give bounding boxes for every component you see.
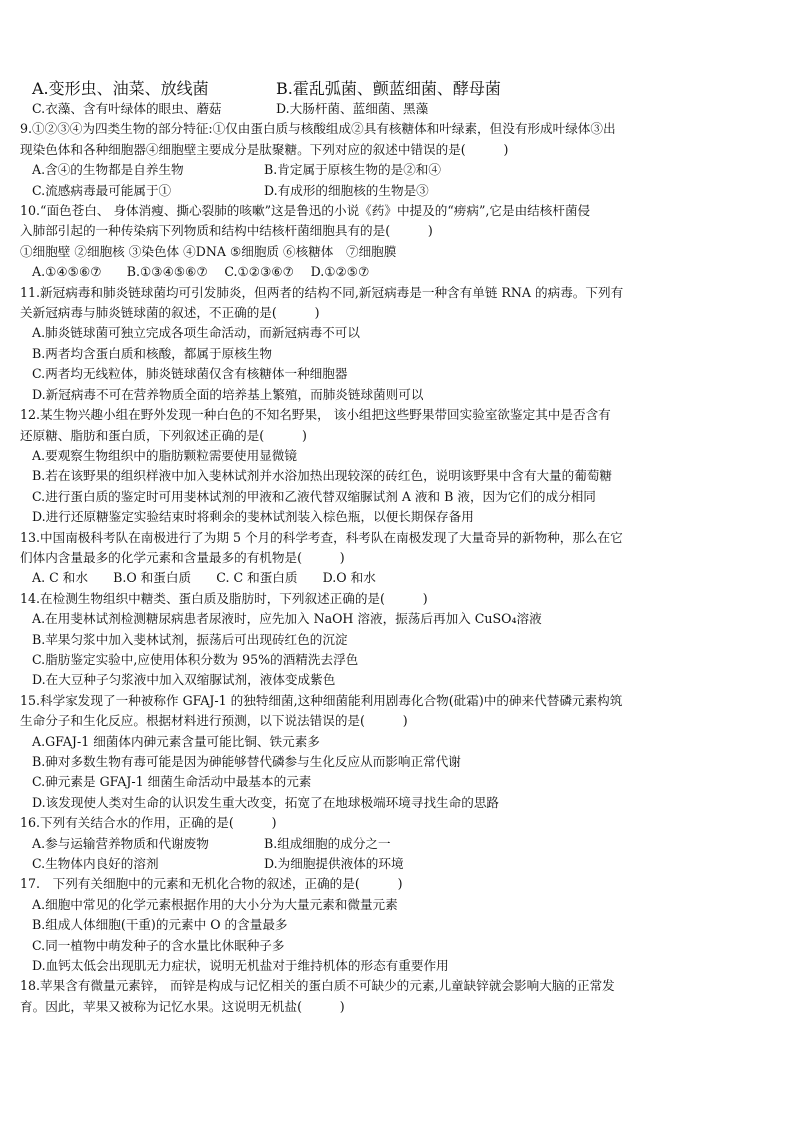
q9-stem-line-1: 9.①②③④为四类生物的部分特征:①仅由蛋白质与核酸组成②具有核糖体和叶绿素，但没有形成叶绿体③出 <box>20 121 616 137</box>
q9-option-c: C.流感病毒最可能属于① <box>32 182 172 198</box>
q16-option-c: C.生物体内良好的溶剂 <box>32 856 159 872</box>
q8-option-c: C.衣藻、含有叶绿体的眼虫、蘑菇 <box>32 101 222 116</box>
q15-option-a: A.GFAJ-1 细菌体内砷元素含量可能比铜、铁元素多 <box>32 733 320 749</box>
q16-option-a: A.参与运输营养物质和代谢废物 <box>32 835 209 851</box>
q17-option-a: A.细胞中常见的化学元素根据作用的大小分为大量元素和微量元素 <box>32 896 398 912</box>
q15-option-b: B.砷对多数生物有毒可能是因为砷能够替代磷参与生化反应从而影响正常代谢 <box>32 754 461 769</box>
q11-stem-line-2: 关新冠病毒与肺炎链球菌的叙述，不正确的是( ) <box>20 305 320 321</box>
q18-stem-line-1: 18.苹果含有微量元素锌， 而锌是构成与记忆相关的蛋白质不可缺少的元素,儿童缺锌就会影响大脑的正常发 <box>20 978 615 994</box>
q14-option-c: C.脂肪鉴定实验中,应使用体积分数为 95%的酒精洗去浮色 <box>32 651 359 667</box>
q10-stem-line-2: 入肺部引起的一种传染病下列物质和结构中结核杆菌细胞具有的是( ) <box>20 223 433 239</box>
q10-options: A.①④⑤⑥⑦ B.①③④⑤⑥⑦ C.①②③⑥⑦ D.①②⑤⑦ <box>32 264 370 280</box>
q11-stem-line-1: 11.新冠病毒和肺炎链球菌均可引发肺炎，但两者的结构不同,新冠病毒是一种含有单链 RNA 的病毒。下列有 <box>20 284 624 300</box>
q12-stem-line-2: 还原糖、脂肪和蛋白质，下列叙述正确的是( ) <box>20 427 307 443</box>
q17-stem: 17. 下列有关细胞中的元素和无机化合物的叙述，正确的是( ) <box>20 876 403 892</box>
q8-options-row-2 <box>20 99 780 119</box>
q15-stem-line-2: 生命分子和生化反应。根据材料进行预测，以下说法错误的是( ) <box>20 713 408 729</box>
q9-stem-line-2: 现染色体和各种细胞器④细胞壁主要成分是肽聚糖。下列对应的叙述中错误的是( ) <box>20 141 509 157</box>
q12-stem-line-1: 12.某生物兴趣小组在野外发现一种白色的不知名野果， 该小组把这些野果带回实验室欲鉴定其中是否含有 <box>20 407 611 423</box>
q15-option-c: C.砷元素是 GFAJ-1 细菌生命活动中最基本的元素 <box>32 774 312 790</box>
q9-option-d: D.有成形的细胞核的生物是③ <box>264 182 429 198</box>
q11-option-d: D.新冠病毒不可在营养物质全面的培养基上繁殖，而肺炎链球菌则可以 <box>32 386 424 402</box>
q9-options-row-2 <box>20 181 780 201</box>
q12-option-a: A.要观察生物组织中的脂肪颗粒需要使用显微镜 <box>32 447 297 463</box>
q8-option-d: D.大肠杆菌、蓝细菌、黑藻 <box>276 101 429 116</box>
q16-option-b: B.组成细胞的成分之一 <box>264 835 391 851</box>
q18-stem-line-2: 育。因此，苹果又被称为记忆水果。这说明无机盐( ) <box>20 998 345 1014</box>
q13-stem-line-2: 们体内含量最多的化学元素和含量最多的有机物是( ) <box>20 549 345 565</box>
q16-option-d: D.为细胞提供液体的环境 <box>264 856 404 872</box>
q12-option-d: D.进行还原糖鉴定实验结束时将剩余的斐林试剂装入棕色瓶，以便长期保存备用 <box>32 509 474 525</box>
q16-options-row-1 <box>20 834 780 854</box>
q15-option-d: D.该发现使人类对生命的认识发生重大改变，拓宽了在地球极端环境寻找生命的思路 <box>32 794 500 810</box>
q13-options: A. C 和水 B.O 和蛋白质 C. C 和蛋白质 D.O 和水 <box>32 570 376 586</box>
q15-stem-line-1: 15.科学家发现了一种被称作 GFAJ-1 的独特细菌,这种细菌能利用剧毒化合物(砒霜)中的砷来代替磷元素构筑 <box>20 692 623 708</box>
q9-options-row-1 <box>20 160 780 180</box>
q14-option-d: D.在大豆种子匀浆液中加入双缩脲试剂，液体变成紫色 <box>32 672 336 688</box>
q16-options-row-2 <box>20 854 780 874</box>
q11-option-c: C.两者均无线粒体，肺炎链球菌仅含有核糖体一种细胞器 <box>32 366 348 382</box>
q14-option-b: B.苹果匀浆中加入斐林试剂，振荡后可出现砖红色的沉淀 <box>32 631 348 647</box>
q12-option-b: B.若在该野果的组织样液中加入斐林试剂并水浴加热出现较深的砖红色，说明该野果中含有大量的葡萄糖 <box>32 468 612 484</box>
q17-option-c: C.同一植物中萌发种子的含水量比休眠种子多 <box>32 937 285 953</box>
q13-stem-line-1: 13.中国南极科考队在南极进行了为期 5 个月的科学考查，科考队在南极发现了大量奇异的新物种，那么在它 <box>20 529 623 545</box>
q12-option-c: C.进行蛋白质的鉴定时可用斐林试剂的甲液和乙液代替双缩脲试剂 A 液和 B 液，因为它们的成分相同 <box>32 488 596 504</box>
q8-option-a: A.变形虫、油菜、放线菌 <box>32 79 209 98</box>
q9-option-a: A.含④的生物都是自养生物 <box>32 162 184 178</box>
q14-option-a: A.在用斐林试剂检测糖尿病患者尿液时，应先加入 NaOH 溶液，振荡后再加入 CuSO₄溶液 <box>32 611 542 627</box>
q9-option-b: B.肯定属于原核生物的是②和④ <box>264 162 441 178</box>
q14-stem: 14.在检测生物组织中糖类、蛋白质及脂肪时，下列叙述正确的是( ) <box>20 590 428 606</box>
q11-option-a: A.肺炎链球菌可独立完成各项生命活动，而新冠病毒不可以 <box>32 325 360 341</box>
question-list <box>20 76 780 1017</box>
q10-stem-line-1: 10.“面色苍白、 身体消瘦、撕心裂肺的咳嗽”这是鲁迅的小说《药》中提及的“痨病”,它是由结核杆菌侵 <box>20 203 591 219</box>
q8-option-b: B.霍乱弧菌、颤蓝细菌、酵母菌 <box>276 79 501 98</box>
q11-option-b: B.两者均含蛋白质和核酸，都属于原核生物 <box>32 345 272 361</box>
q17-option-b: B.组成人体细胞(干重)的元素中 O 的含量最多 <box>32 917 288 933</box>
q16-stem: 16.下列有关结合水的作用，正确的是( ) <box>20 815 277 831</box>
q10-items: ①细胞壁 ②细胞核 ③染色体 ④DNA ⑤细胞质 ⑥核糖体 ⑦细胞膜 <box>20 243 397 259</box>
q17-option-d: D.血钙太低会出现肌无力症状，说明无机盐对于维持机体的形态有重要作用 <box>32 958 449 974</box>
q8-options-row-1 <box>20 76 780 99</box>
